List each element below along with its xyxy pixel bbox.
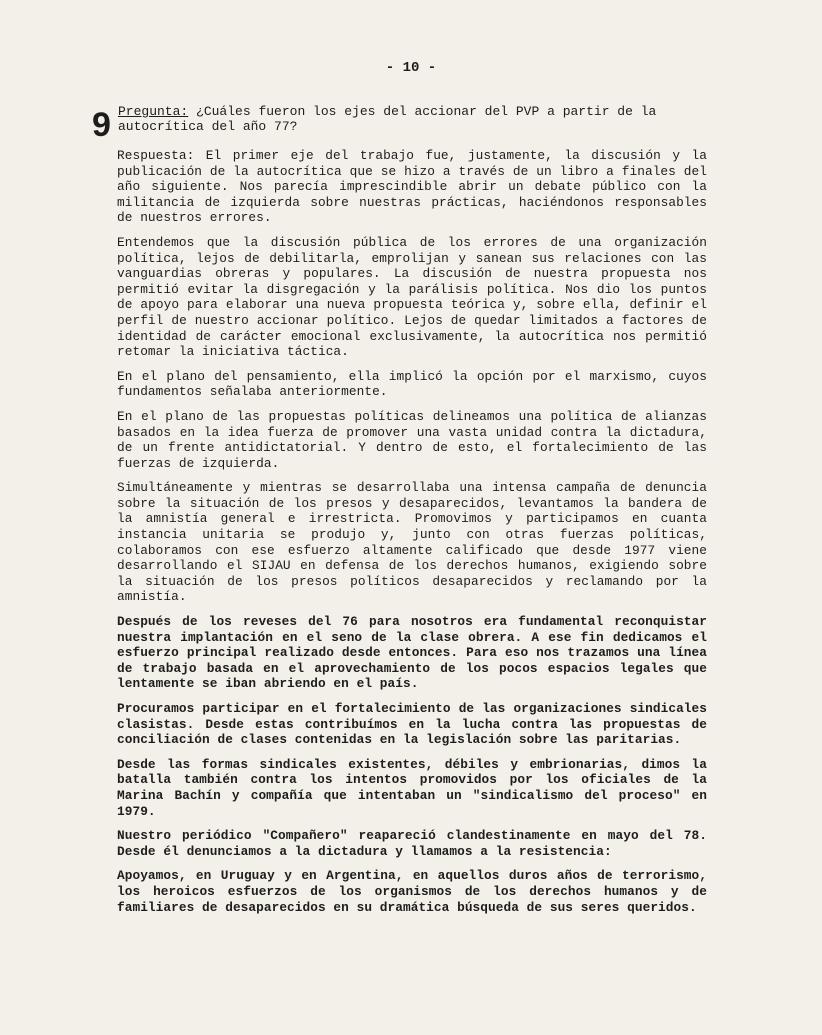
answer-paragraph-9: Nuestro periódico "Compañero" reapareció clandestinamente en mayo del 78. Desde él denunciamos a la dictadura y llamamos a la resistencia: [117,828,707,859]
question-label: Pregunta: [118,104,189,119]
answer-paragraph-10: Apoyamos, en Uruguay y en Argentina, en aquellos duros años de terrorismo, los heroicos esfuerzos de los organismos de los derechos humanos y de familiares de desaparecidos en su dramática búsqueda de sus seres queridos. [117,868,707,915]
answer-paragraph-3: En el plano del pensamiento, ella implicó la opción por el marxismo, cuyos fundamentos señalaba anteriormente. [117,368,707,400]
question-block [92,104,707,144]
question-text: ¿Cuáles fueron los ejes del accionar del PVP a partir de la autocrítica del año 77? [118,104,657,134]
answer-paragraph-4: En el plano de las propuestas políticas delineamos una política de alianzas basados en la idea fuerza de promover una vasta unidad contra la dictadura, de un frente antidictatorial. Y dentro de esto, el fortalecimiento de las fuerzas de izquierda. [117,408,707,471]
answer-label: Respuesta: [117,148,195,163]
answer-paragraph-1-text: El primer eje del trabajo fue, justamente, la discusión y la publicación de la autocrítica que se hizo a través de un libro a finales del año siguiente. Nos parecía imprescindible abrir un debate público con la militancia de izquierda sobre nuestras prácticas, haciéndonos responsables de nuestros errores. [117,148,708,226]
answer-paragraph-8: Desde las formas sindicales existentes, débiles y embrionarias, dimos la batalla también contra los intentos promovidos por los oficiales de la Marina Bachín y compañía que intentaban un "sindicalismo del proceso" en 1979. [117,756,707,819]
question-number: 9 [92,106,111,144]
answer-paragraph-6: Después de los reveses del 76 para nosotros era fundamental reconquistar nuestra implantación en el seno de la clase obrera. A ese fin dedicamos el esfuerzo principal realizado desde entonces. Para eso nos trazamos una línea de trabajo basada en el aprovechamiento de los pocos espacios legales que lentamente se iban abriendo en el país. [117,614,707,692]
answer-body [117,148,707,924]
answer-paragraph-2: Entendemos que la discusión pública de los errores de una organización política, lejos de debilitarla, emprolijan y sanean sus relaciones con las vanguardias obreras y populares. La discusión de nuestra propuesta nos permitió evitar la disgregación y la parálisis política. Nos dio los puntos de apoyo para elaborar una nueva propuesta teórica y, sobre ella, definir el perfil de nuestro accionar político. Lejos de quedar limitados a factores de identidad de carácter emocional exclusivamente, la autocrítica nos permitió retomar la iniciativa táctica. [117,234,707,360]
answer-paragraph-1 [117,148,707,226]
page-number: - 10 - [385,60,437,76]
question-text-line [118,104,707,134]
answer-paragraph-5: Simultáneamente y mientras se desarrollaba una intensa campaña de denuncia sobre la situación de los presos y desaparecidos, levantamos la bandera de la amnistía general e irrestricta. Promovimos y participamos en cuanta instancia unitaria se produjo y, junto con otras fuerzas políticas, colaboramos con ese esfuerzo altamente calificado que desde 1977 viene desarrollando el SIJAU en defensa de los derechos humanos, exigiendo sobre la situación de los presos políticos desaparecidos y reclamando por la amnistía. [117,480,707,605]
answer-paragraph-7: Procuramos participar en el fortalecimiento de las organizaciones sindicales clasistas. Desde estas contribuímos en la lucha contra las propuestas de conciliación de clases contenidas en la legislación sobre las paritarias. [117,701,707,748]
